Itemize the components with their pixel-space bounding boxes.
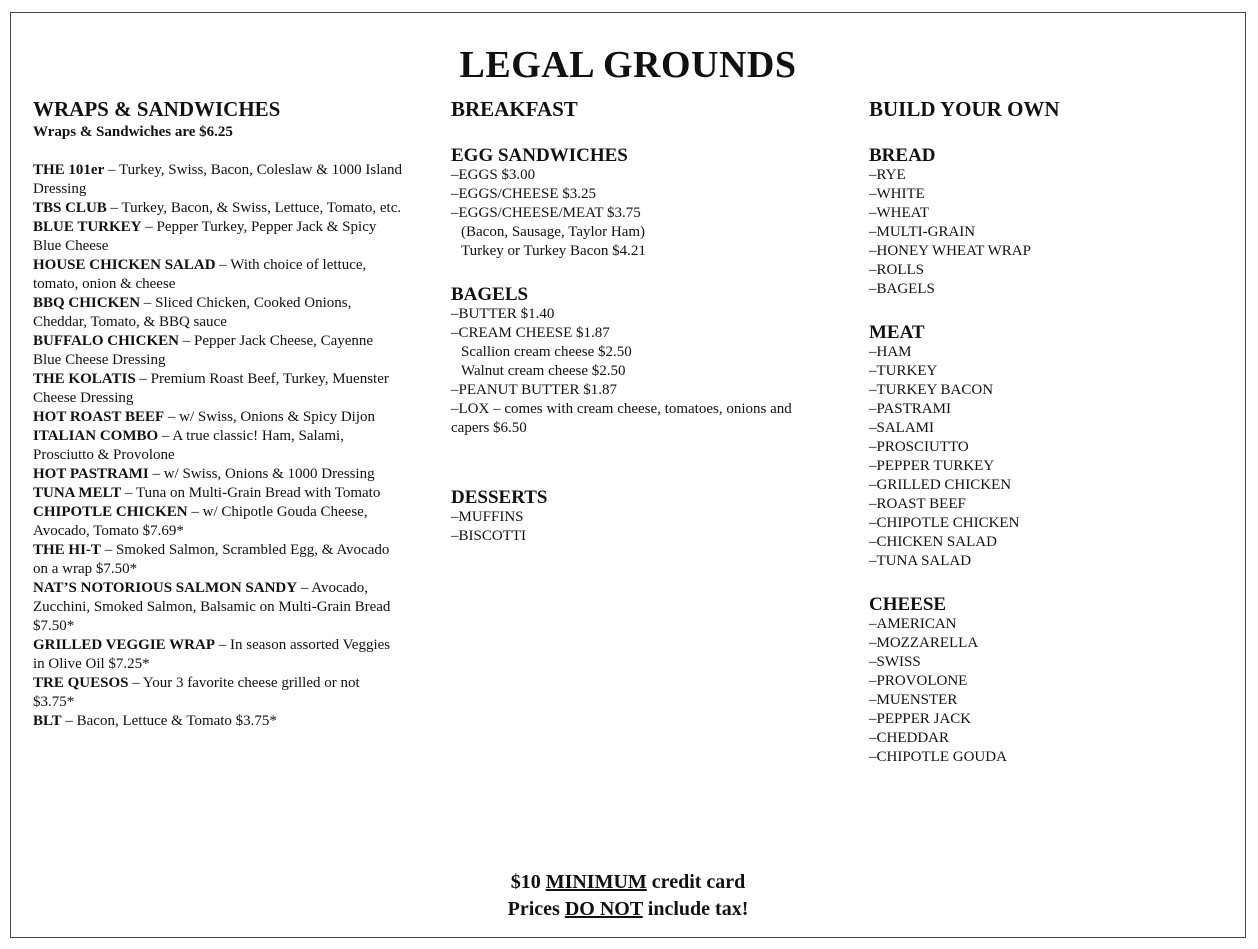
sandwich-description: – w/ Swiss, Onions & Spicy Dijon (164, 409, 376, 425)
bagel-item-note: Walnut cream cheese $2.50 (461, 363, 626, 379)
meat-item: –PEPPER TURKEY (869, 458, 995, 474)
egg-item: –EGGS $3.00 (451, 167, 536, 183)
sandwich-description: – Premium Roast Beef, Turkey, Muenster Cheese Dressing (33, 371, 389, 406)
cheese-item: –CHEDDAR (869, 730, 950, 746)
sandwich-description: – Your 3 favorite cheese grilled or not $3.75* (33, 675, 360, 710)
bagel-item: –CREAM CHEESE $1.87 (451, 325, 610, 341)
footer-line-tax: Prices DO NOT include tax! (507, 898, 749, 920)
sandwich-item (33, 503, 403, 541)
meat-item: –PROSCIUTTO (869, 439, 969, 455)
dessert-item: –MUFFINS (451, 509, 524, 525)
bread-item: –WHITE (869, 186, 925, 202)
footer-emphasis: MINIMUM (545, 871, 647, 893)
sandwich-description: – Tuna on Multi-Grain Bread with Tomato (121, 485, 381, 501)
sandwich-description: – In season assorted Veggies in Olive Oil $7.25* (33, 637, 391, 672)
breakfast-column (451, 91, 826, 546)
wraps-heading: WRAPS & SANDWICHES (33, 97, 281, 121)
cheese-item: –SWISS (869, 654, 921, 670)
bread-item: –MULTI-GRAIN (869, 224, 976, 240)
bagel-item: –BUTTER $1.40 (451, 306, 555, 322)
meat-item: –CHICKEN SALAD (869, 534, 997, 550)
sandwich-name: THE HI-T (33, 542, 101, 558)
meat-item: –TURKEY BACON (869, 382, 994, 398)
bread-item: –RYE (869, 167, 906, 183)
bagel-item-note: Scallion cream cheese $2.50 (461, 344, 632, 360)
sandwich-name: TRE QUESOS (33, 675, 129, 691)
cheese-item: –MUENSTER (869, 692, 958, 708)
cheese-item: –CHIPOTLE GOUDA (869, 749, 1007, 765)
sandwich-name: NAT’S NOTORIOUS SALMON SANDY (33, 580, 298, 596)
meat-item: –HAM (869, 344, 912, 360)
sandwich-name: ITALIAN COMBO (33, 428, 159, 444)
sandwich-item (33, 465, 403, 484)
dessert-item: –BISCOTTI (451, 528, 526, 544)
sandwich-item (33, 370, 403, 408)
meat-item: –TUNA SALAD (869, 553, 972, 569)
desserts-heading: DESSERTS (451, 487, 548, 508)
cheese-item: –AMERICAN (869, 616, 957, 632)
egg-item: –EGGS/CHEESE/MEAT $3.75 (451, 205, 641, 221)
sandwich-item (33, 674, 403, 712)
sandwich-description: – Pepper Jack Cheese, Cayenne Blue Cheese Dressing (33, 333, 374, 368)
sandwich-item (33, 218, 403, 256)
bagels-heading: BAGELS (451, 284, 529, 305)
sandwich-description: – w/ Chipotle Gouda Cheese, Avocado, Tomato $7.69* (33, 504, 368, 539)
sandwich-name: THE KOLATIS (33, 371, 136, 387)
bread-heading: BREAD (869, 145, 936, 166)
sandwich-item (33, 294, 403, 332)
meat-heading: MEAT (869, 322, 925, 343)
bread-item: –BAGELS (869, 281, 935, 297)
sandwich-name: TUNA MELT (33, 485, 122, 501)
sandwich-item (33, 161, 403, 199)
sandwich-description: – Sliced Chicken, Cooked Onions, Cheddar, Tomato, & BBQ sauce (33, 295, 352, 330)
wraps-list (33, 161, 403, 731)
footer-emphasis: DO NOT (564, 898, 643, 920)
wraps-column (33, 91, 403, 731)
breakfast-heading: BREAKFAST (451, 97, 578, 121)
sandwich-description: – Smoked Salmon, Scrambled Egg, & Avocado on a wrap $7.50* (33, 542, 390, 577)
sandwich-description: – Turkey, Swiss, Bacon, Coleslaw & 1000 Island Dressing (33, 162, 403, 197)
cheese-heading: CHEESE (869, 594, 947, 615)
bread-item: –WHEAT (869, 205, 929, 221)
sandwich-name: BLT (33, 713, 62, 729)
sandwich-item (33, 199, 403, 218)
footer-note (11, 869, 1245, 923)
sandwich-name: TBS CLUB (33, 200, 107, 216)
meat-item: –ROAST BEEF (869, 496, 966, 512)
egg-item-note: (Bacon, Sausage, Taylor Ham) (461, 224, 646, 240)
bread-list (869, 166, 1229, 299)
egg-item: –EGGS/CHEESE $3.25 (451, 186, 597, 202)
sandwich-name: THE 101er (33, 162, 105, 178)
cheese-item: –MOZZARELLA (869, 635, 979, 651)
meat-item: –TURKEY (869, 363, 938, 379)
bread-item: –HONEY WHEAT WRAP (869, 243, 1031, 259)
meat-item: –SALAMI (869, 420, 935, 436)
meat-item: –GRILLED CHICKEN (869, 477, 1012, 493)
meat-item: –PASTRAMI (869, 401, 951, 417)
sandwich-item (33, 427, 403, 465)
sandwich-description: – With choice of lettuce, tomato, onion & cheese (33, 257, 367, 292)
sandwich-item (33, 636, 403, 674)
egg-sandwiches-heading: EGG SANDWICHES (451, 145, 628, 166)
sandwich-name: CHIPOTLE CHICKEN (33, 504, 188, 520)
meat-list (869, 343, 1229, 571)
bread-item: –ROLLS (869, 262, 925, 278)
sandwich-description: – Bacon, Lettuce & Tomato $3.75* (61, 713, 277, 729)
meat-item: –CHIPOTLE CHICKEN (869, 515, 1020, 531)
sandwich-item (33, 256, 403, 294)
sandwich-name: HOT PASTRAMI (33, 466, 149, 482)
sandwich-name: GRILLED VEGGIE WRAP (33, 637, 215, 653)
sandwich-description: – w/ Swiss, Onions & 1000 Dressing (148, 466, 375, 482)
page-title: LEGAL GROUNDS (459, 44, 797, 86)
cheese-item: –PROVOLONE (869, 673, 968, 689)
sandwich-item (33, 484, 403, 503)
footer-line-credit: $10 MINIMUM credit card (510, 871, 746, 893)
build-heading: BUILD YOUR OWN (869, 97, 1060, 121)
sandwich-item (33, 408, 403, 427)
sandwich-item (33, 579, 403, 636)
sandwich-name: BLUE TURKEY (33, 219, 142, 235)
sandwich-item (33, 332, 403, 370)
sandwich-item (33, 541, 403, 579)
menu-page (10, 12, 1246, 938)
bagel-item: –PEANUT BUTTER $1.87 (451, 382, 617, 398)
egg-item-note: Turkey or Turkey Bacon $4.21 (461, 243, 646, 259)
build-column (869, 91, 1229, 767)
sandwich-item (33, 712, 403, 731)
sandwich-description: – Avocado, Zucchini, Smoked Salmon, Balsamic on Multi-Grain Bread $7.50* (33, 580, 391, 634)
sandwich-description: – Turkey, Bacon, & Swiss, Lettuce, Tomato, etc. (106, 200, 402, 216)
sandwich-name: HOT ROAST BEEF (33, 409, 165, 425)
bagel-item: –LOX – comes with cream cheese, tomatoes, onions and capers $6.50 (451, 401, 792, 436)
sandwich-description: – Pepper Turkey, Pepper Jack & Spicy Blue Cheese (33, 219, 377, 254)
cheese-item: –PEPPER JACK (869, 711, 972, 727)
sandwich-name: BUFFALO CHICKEN (33, 333, 179, 349)
sandwich-name: BBQ CHICKEN (33, 295, 141, 311)
wraps-price-note: Wraps & Sandwiches are $6.25 (33, 124, 233, 140)
sandwich-name: HOUSE CHICKEN SALAD (33, 257, 216, 273)
sandwich-description: – A true classic! Ham, Salami, Prosciutto & Provolone (33, 428, 344, 463)
cheese-list (869, 615, 1229, 767)
